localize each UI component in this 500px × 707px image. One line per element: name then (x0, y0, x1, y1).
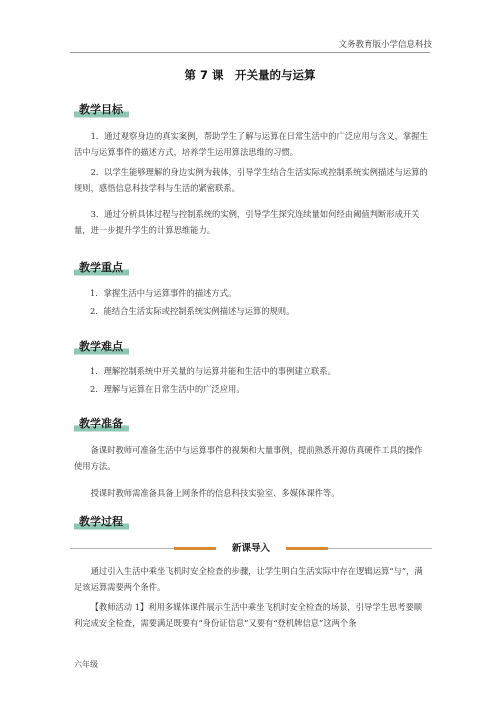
subsection-bar (70, 540, 432, 558)
difficulties-heading: 教学难点 (74, 338, 129, 356)
header-divider (70, 52, 430, 53)
process-paragraph-2: 【教师活动 1】利用多媒体课件展示生活中乘坐飞机时安全检查的场景，引导学生思考要顺利完成安全检查，需要满足既要有“身份证信息”又要有“登机牌信息”这两个条 (74, 602, 423, 628)
preparation-paragraph-2: 授课时教师需准备具备上网条件的信息科技实验室、多媒体课件等。 (90, 488, 340, 498)
objectives-heading: 教学目标 (74, 101, 129, 119)
process-paragraph-1: 通过引入生活中乘坐飞机时安全检查的步骤，让学生明白生活实际中存在逻辑运算“与”，满足该运算需要两个条件。 (74, 566, 423, 592)
page-header-publisher: 文务教育版小学信息科技 (338, 40, 432, 50)
footer-grade: 六年级 (74, 660, 98, 669)
key-points-heading: 教学重点 (74, 259, 129, 277)
objective-item-3: 3．通过分析具体过程与控制系统的实例，引导学生探究连续量如何经由阈值判断形成开关量，进一步提升学生的计算思维能力。 (74, 209, 420, 235)
preparation-paragraph-1: 备课时教师可准备生活中与运算事件的视频和大量事例，提前熟悉开源仿真硬件工具的操作使用方法。 (74, 445, 423, 471)
lesson-title: 第 7 课 开关量的与运算 (184, 68, 316, 82)
preparation-heading: 教学准备 (74, 415, 129, 433)
difficulty-item-2: 2．理解与运算在日常生活中的广泛应用。 (90, 384, 245, 394)
key-point-item-1: 1．掌握生活中与运算事件的描述方式。 (90, 288, 237, 298)
objective-item-1: 1．通过观察身边的真实案例，帮助学生了解与运算在日常生活中的广泛应用与含义，掌握生活中与运算事件的描述方式，培养学生运用算法思维的习惯。 (74, 131, 428, 157)
difficulty-item-1: 1．理解控制系统中开关量的与运算并能和生活中的事例建立联系。 (90, 366, 336, 376)
key-point-item-2: 2．能结合生活实际或控制系统实例描述与运算的规则。 (90, 306, 295, 316)
process-heading: 教学过程 (74, 513, 129, 531)
subsection-title: 新课导入 (231, 543, 270, 554)
objective-item-2: 2．以学生能够理解的身边实例为载体，引导学生结合生活实际或控制系统实例描述与运算的规则，感悟信息科技学科与生活的紧密联系。 (74, 167, 428, 193)
